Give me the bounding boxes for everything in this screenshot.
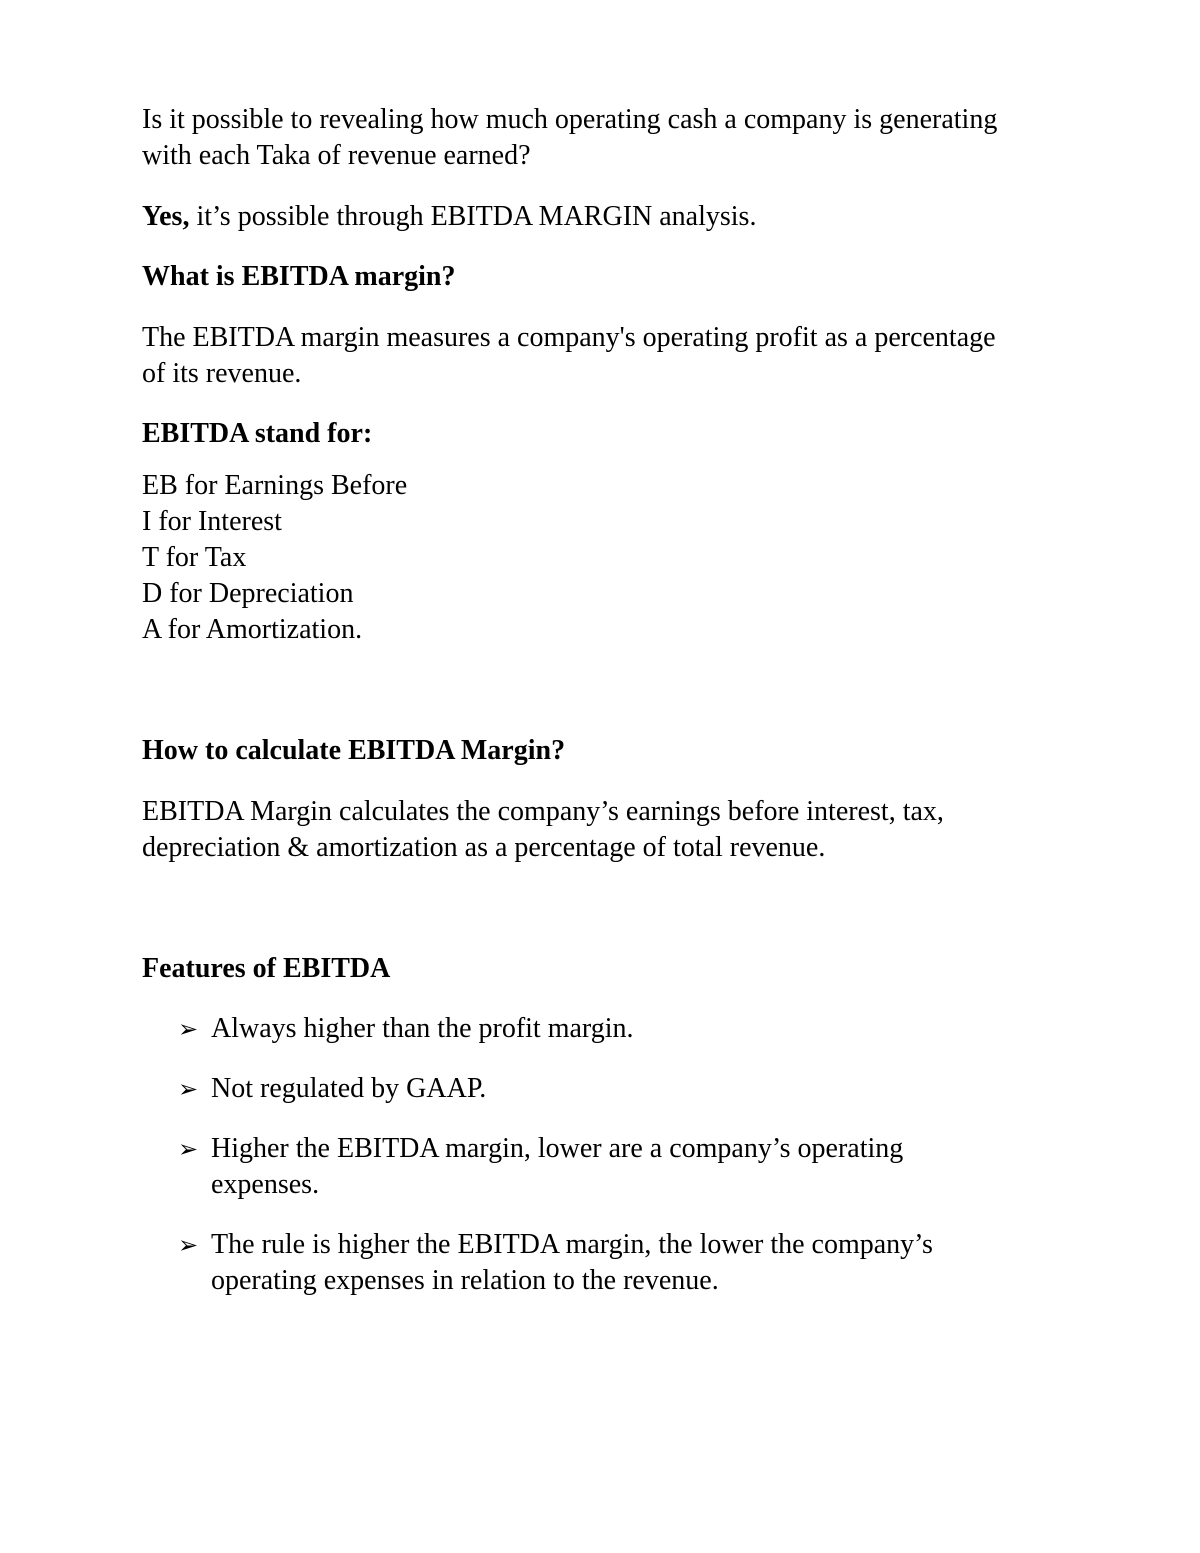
calculate-heading: How to calculate EBITDA Margin? [142,735,566,766]
intro-question-line-1: Is it possible to revealing how much operating cash a company is generating [142,104,998,135]
stand-for-heading: EBITDA stand for: [142,418,373,449]
feature-text-continued: expenses. [211,1169,320,1200]
arrow-bullet-icon: ➢ [178,1231,199,1259]
feature-text: Always higher than the profit margin. [211,1013,634,1044]
answer-text: it’s possible through EBITDA MARGIN analysis. [189,201,757,232]
stand-for-item: I for Interest [142,506,282,537]
stand-for-item: D for Depreciation [142,578,354,609]
feature-text: Higher the EBITDA margin, lower are a company’s operating [211,1133,904,1164]
arrow-bullet-icon: ➢ [178,1135,199,1163]
calculate-line-2: depreciation & amortization as a percentage of total revenue. [142,832,826,863]
calculate-line-1: EBITDA Margin calculates the company’s earnings before interest, tax, [142,796,944,827]
intro-question-line-2: with each Taka of revenue earned? [142,140,531,171]
intro-answer [142,199,756,235]
feature-text: The rule is higher the EBITDA margin, the lower the company’s [211,1229,933,1260]
feature-item [178,1011,634,1047]
arrow-bullet-icon: ➢ [178,1075,199,1103]
feature-item [178,1131,903,1167]
feature-text-continued: operating expenses in relation to the revenue. [211,1265,719,1296]
feature-text: Not regulated by GAAP. [211,1073,487,1104]
feature-item [178,1227,933,1263]
answer-yes: Yes, [142,201,190,232]
what-is-line-1: The EBITDA margin measures a company's operating profit as a percentage [142,322,996,353]
stand-for-item: T for Tax [142,542,247,573]
stand-for-item: A for Amortization. [142,614,363,645]
what-is-heading: What is EBITDA margin? [142,261,456,292]
arrow-bullet-icon: ➢ [178,1015,199,1043]
stand-for-item: EB for Earnings Before [142,470,408,501]
features-heading: Features of EBITDA [142,953,391,984]
feature-item [178,1071,486,1107]
what-is-line-2: of its revenue. [142,358,302,389]
